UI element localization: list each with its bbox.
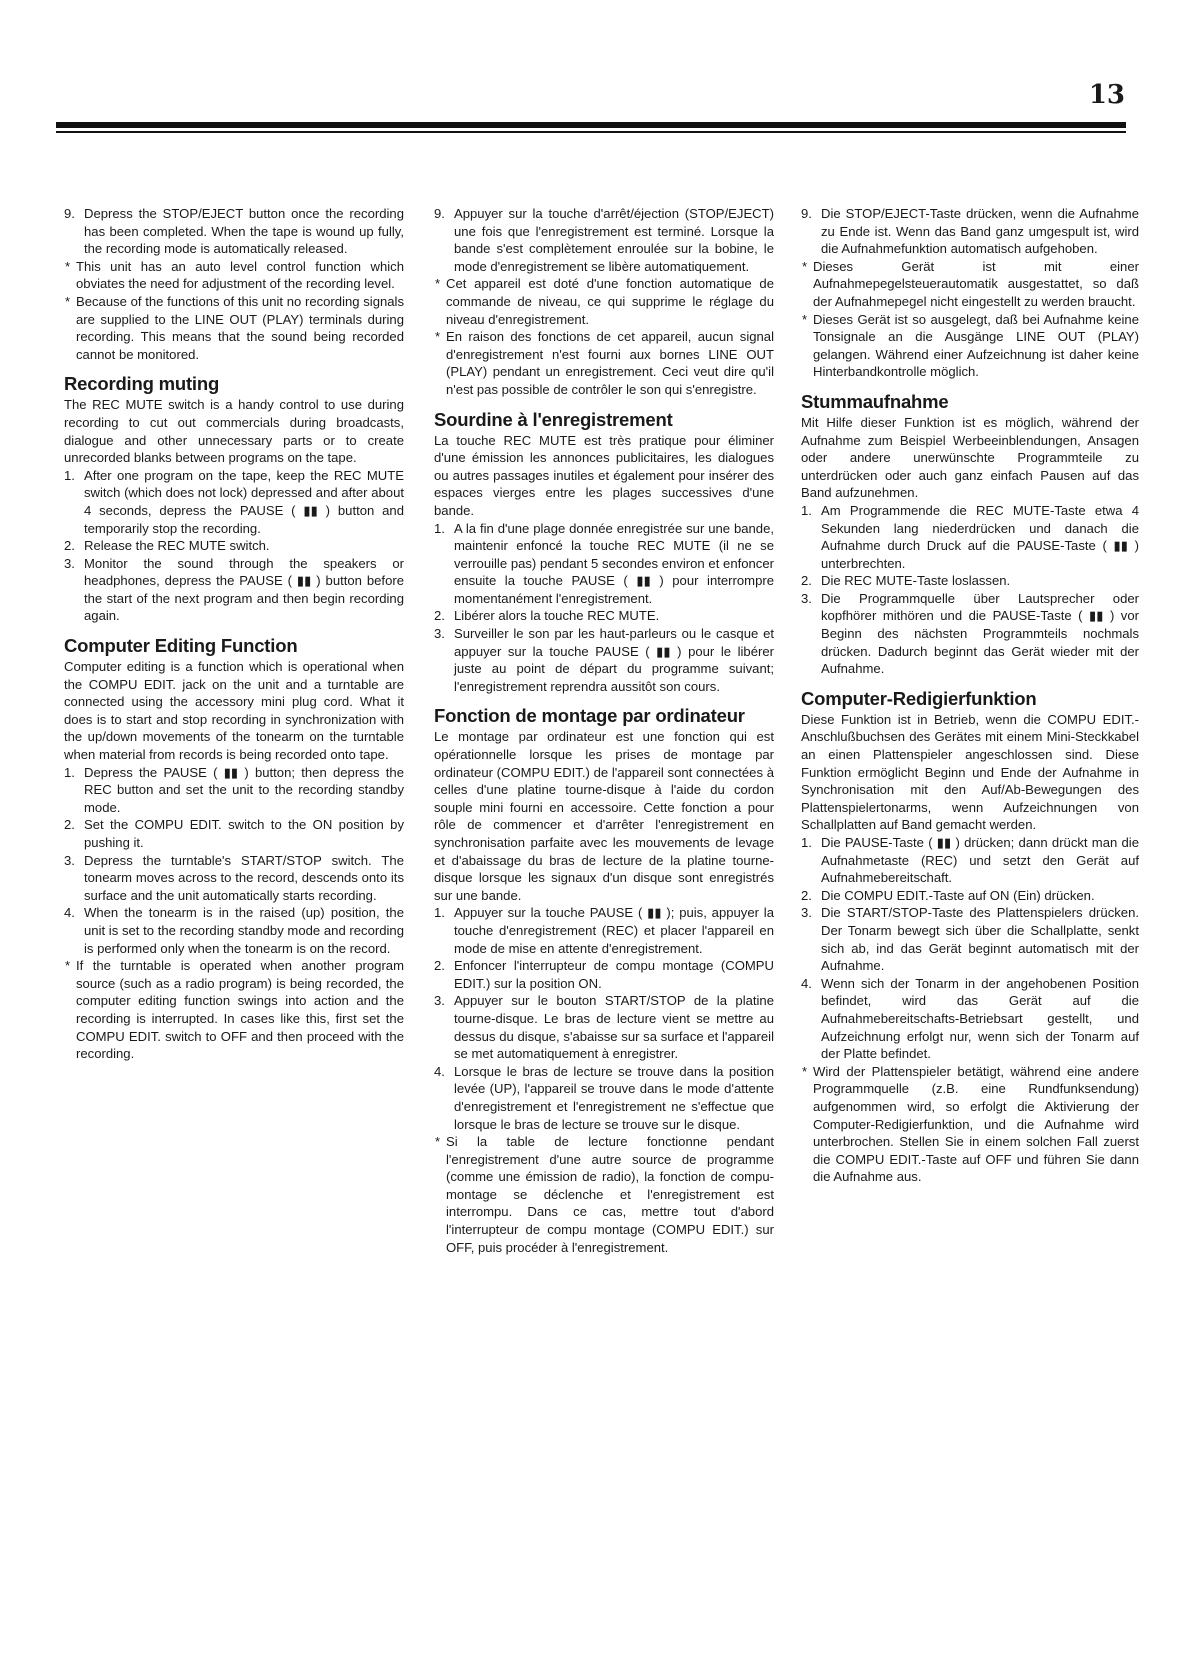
french-editing-steps (434, 904, 774, 1133)
english-note-auto-level: * This unit has an auto level control function which obviates the need for adjustment of the recording level. (64, 258, 404, 293)
french-muting-intro: La touche REC MUTE est très pratique pour éliminer d'une émission les annonces publicitaires, les dialogues ou autres passages inutiles et également pour insérer des espaces vierges entre les plages successives d'une bande. (434, 432, 774, 518)
french-editing-step-2: 2. Enfoncer l'interrupteur de compu montage (COMPU EDIT.) sur la position ON. (434, 958, 774, 991)
german-muting-intro: Mit Hilfe dieser Funktion ist es möglich, während der Aufnahme zum Beispiel Werbeeinblendungen, Ansagen oder andere unerwünschte Programmteile zu unterdrücken oder auch ganz einfach Pausen auf das Band aufzunehmen. (801, 414, 1139, 501)
french-muting-steps (434, 520, 774, 696)
page-number: 13 (1088, 80, 1125, 110)
german-muting-heading: Stummaufnahme (801, 390, 949, 412)
french-editing-intro: Le montage par ordinateur est une fonction qui est opérationnelle lorsque les prises de montage par ordinateur (COMPU EDIT.) de l'appareil sont connectées à celles d'une platine tourne-disque à l'aide du cordon souple mini fourni en accessoire. Cette fonction a pour rôle de commencer et d'arrêter l'enregistrement en synchronisation parfaite avec les mouvements de levage et d'abaissage du bras de lecture de la platine tourne-disque lorsque les signaux d'un disque sont enregistrés sur une bande. (434, 729, 774, 903)
german-editing-step-2: 2. Die COMPU EDIT.-Taste auf ON (Ein) drücken. (801, 887, 1095, 903)
english-intro-step-9: 9. Depress the STOP/EJECT button once the recording has been completed. When the tape is wound up fully, the recording mode is automatically released. (64, 206, 404, 257)
german-intro-step-9: 9. Die STOP/EJECT-Taste drücken, wenn die Aufnahme zu Ende ist. Wenn das Band ganz umgespult ist, wird die Aufnahmefunktion automatisch aufgehoben. (801, 206, 1139, 257)
german-note-auto-level: * Dieses Gerät ist mit einer Aufnahmepegelsteuerautomatik ausgestattet, so daß der Aufnahmepegel nicht eingestellt zu werden braucht. (801, 258, 1139, 311)
english-editing-step-2: 2. Set the COMPU EDIT. switch to the ON position by pushing it. (64, 817, 404, 850)
english-editing-heading: Computer Editing Function (64, 635, 298, 657)
french-muting-step-2: 2. Libérer alors la touche REC MUTE. (434, 608, 660, 624)
french-note-turntable: * Si la table de lecture fonctionne pendant l'enregistrement d'une autre source de programme (comme une émission de radio), la fonction de compu-montage se déclenche et l'enregistrement est interrompu. Dans ce cas, mettre tout d'abord l'interrupteur de compu montage (COMPU EDIT.) sur OFF, puis procéder à l'enregistrement. (434, 1133, 774, 1256)
german-editing-notes (801, 1063, 1139, 1186)
french-editing-step-1: 1. Appuyer sur la touche PAUSE ( ▮▮ ); puis, appuyer la touche d'enregistrement (REC) et placer l'appareil en mode de mise en attente d'enregistrement. (434, 905, 774, 956)
german-column (801, 205, 1139, 1186)
german-editing-step-1: 1. Die PAUSE-Taste ( ▮▮ ) drücken; dann drückt man die Aufnahmetaste (REC) und setzt den Gerät auf Aufnahmebereitschaft. (801, 835, 1139, 886)
french-intro-steps (434, 205, 774, 275)
english-muting-steps (64, 467, 404, 625)
header-rule-thin (56, 131, 1126, 133)
english-editing-step-4: 4. When the tonearm is in the raised (up) position, the unit is set to the recording standby mode and recording is performed only when the tonearm is on the record. (64, 905, 404, 956)
english-intro-steps (64, 205, 404, 258)
french-intro-notes (434, 275, 774, 398)
german-note-turntable: * Wird der Plattenspieler betätigt, während eine andere Programmquelle (z.B. eine Rundfunksendung) aufgenommen wird, so erfolgt die Aktivierung der Computer-Redigierfunktion, und die Aufnahme wird unterbrochen. Stellen Sie in einem solchen Fall zuerst die COMPU EDIT.-Taste auf OFF und führen Sie dann die Aufnahme aus. (801, 1063, 1139, 1186)
english-column (64, 205, 404, 1063)
english-muting-heading: Recording muting (64, 373, 220, 395)
french-editing-heading: Fonction de montage par ordinateur (434, 705, 745, 727)
german-intro-steps (801, 205, 1139, 258)
english-muting-intro: The REC MUTE switch is a handy control to use during recording to cut out commercials during broadcasts, dialogue and other unnecessary parts or to create unrecorded blanks between programs on the tape. (64, 397, 404, 466)
english-editing-step-3: 3. Depress the turntable's START/STOP switch. The tonearm moves across to the record, descends onto its surface and the unit automatically starts recording. (64, 852, 404, 903)
english-editing-notes (64, 957, 404, 1063)
german-editing-heading: Computer-Redigierfunktion (801, 687, 1037, 709)
german-intro-notes (801, 258, 1139, 381)
english-editing-intro: Computer editing is a function which is operational when the COMPU EDIT. jack on the unit and a turntable are connected using the accessory mini plug cord. What it does is to start and stop recording in synchronization with the up/down movements of the tonearm on the turntable when material from records is being recorded onto tape. (64, 659, 404, 763)
german-muting-steps (801, 502, 1139, 678)
english-intro-notes (64, 258, 404, 364)
english-editing-step-1: 1. Depress the PAUSE ( ▮▮ ) button; then depress the REC button and set the unit to the recording standby mode. (64, 764, 404, 815)
french-editing-notes (434, 1133, 774, 1256)
french-muting-step-3: 3. Surveiller le son par les haut-parleurs ou le casque et appuyer sur la touche PAUSE ( ▮▮ ) pour le libérer juste au point de départ du programme suivant; l'enregistrement reprendra aussitôt son cours. (434, 626, 774, 694)
english-muting-step-2: 2. Release the REC MUTE switch. (64, 538, 270, 554)
german-muting-step-3: 3. Die Programmquelle über Lautsprecher oder kopfhörer mithören und die PAUSE-Taste ( ▮▮ ) vor Beginn des nächsten Programmteils nochmals drücken. Dadurch beginnt das Gerät wieder mit der Aufnahme. (801, 590, 1139, 677)
french-editing-step-4: 4. Lorsque le bras de lecture se trouve dans la position levée (UP), l'appareil se trouve dans le mode d'attente d'enregistrement et l'enregistrement ne s'effectue que lorsque le bras de lecture se trouve sur le disque. (434, 1063, 774, 1132)
header-rule-thick (56, 122, 1126, 128)
english-note-turntable: * If the turntable is operated when another program source (such as a radio program) is being recorded, the computer editing function swings into action and the recording is interrupted. In cases like this, first set the COMPU EDIT. switch to OFF and then proceed with the recording. (64, 957, 404, 1063)
french-column (434, 205, 774, 1256)
english-muting-step-3: 3. Monitor the sound through the speakers or headphones, depress the PAUSE ( ▮▮ ) button before the start of the next program and then begin recording again. (64, 555, 404, 624)
german-editing-steps (801, 834, 1139, 1063)
french-muting-step-1: 1. A la fin d'une plage donnée enregistrée sur une bande, maintenir enfoncé la touche REC MUTE (il ne se verrouille pas) pendant 5 secondes environ et enfoncer ensuite la touche PAUSE ( ▮▮ ) pour interrompre momentanément l'enregistrement. (434, 520, 774, 606)
english-note-line-out: * Because of the functions of this unit no recording signals are supplied to the LINE OUT (PLAY) terminals during recording. This means that the sound being recorded cannot be monitored. (64, 293, 404, 363)
german-editing-step-4: 4. Wenn sich der Tonarm in der angehobenen Position befindet, wird das Gerät auf die Aufnahmebereitschafts-Betriebsart gestellt, und Aufzeichnung erfolgt nur, wenn sich der Tonarm auf der Platte befindet. (801, 975, 1139, 1062)
french-note-line-out: * En raison des fonctions de cet appareil, aucun signal d'enregistrement n'est fourni aux bornes LINE OUT (PLAY) pendant un enregistrement. Ceci veut dire qu'il n'est pas possible de contrôler le son qui s'enregistre. (434, 328, 774, 398)
german-editing-step-3: 3. Die START/STOP-Taste des Plattenspielers drücken. Der Tonarm bewegt sich über die Schallplatte, senkt sich ab, ind das Gerät beginnt automatisch mit der Aufnahme. (801, 905, 1139, 974)
english-muting-step-1: 1. After one program on the tape, keep the REC MUTE switch (which does not lock) depressed and after about 4 seconds, depress the PAUSE ( ▮▮ ) button and temporarily stop the recording. (64, 467, 404, 536)
english-editing-steps (64, 764, 404, 958)
french-note-auto-level: * Cet appareil est doté d'une fonction automatique de commande de niveau, ce qui supprime le réglage du niveau d'enregistrement. (434, 275, 774, 328)
german-note-line-out: * Dieses Gerät ist so ausgelegt, daß bei Aufnahme keine Tonsignale an die Ausgänge LINE OUT (PLAY) gelangen. Während einer Aufzeichnung ist daher keine Hinterbandkontrolle möglich. (801, 311, 1139, 381)
french-intro-step-9: 9. Appuyer sur la touche d'arrêt/éjection (STOP/EJECT) une fois que l'enregistrement est terminé. Lorsque la bande s'est complètement enroulée sur la bobine, le mode d'enregistrement se libère automatiquement. (434, 206, 774, 274)
german-muting-step-2: 2. Die REC MUTE-Taste loslassen. (801, 573, 1011, 589)
french-muting-heading: Sourdine à l'enregistrement (434, 408, 673, 430)
german-editing-intro: Diese Funktion ist in Betrieb, wenn die COMPU EDIT.-Anschlußbuchsen des Gerätes mit einem Mini-Steckkabel an einen Plattenspieler angeschlossen sind. Diese Funktion ermöglicht Beginn und Ende der Aufnahme in Synchronisation mit den Auf/Ab-Bewegungen des Plattenspielertonarms, wenn Aufzeichnungen von Schallplatten auf Band gemacht werden. (801, 711, 1139, 833)
german-muting-step-1: 1. Am Programmende die REC MUTE-Taste etwa 4 Sekunden lang niederdrücken und danach die Aufnahme durch Druck auf die PAUSE-Taste ( ▮▮ ) unterbrechten. (801, 502, 1139, 571)
french-editing-step-3: 3. Appuyer sur le bouton START/STOP de la platine tourne-disque. Le bras de lecture vient se mettre au dessus du disque, s'abaisse sur sa surface et l'appareil se met automatiquement à enregistrer. (434, 993, 774, 1062)
